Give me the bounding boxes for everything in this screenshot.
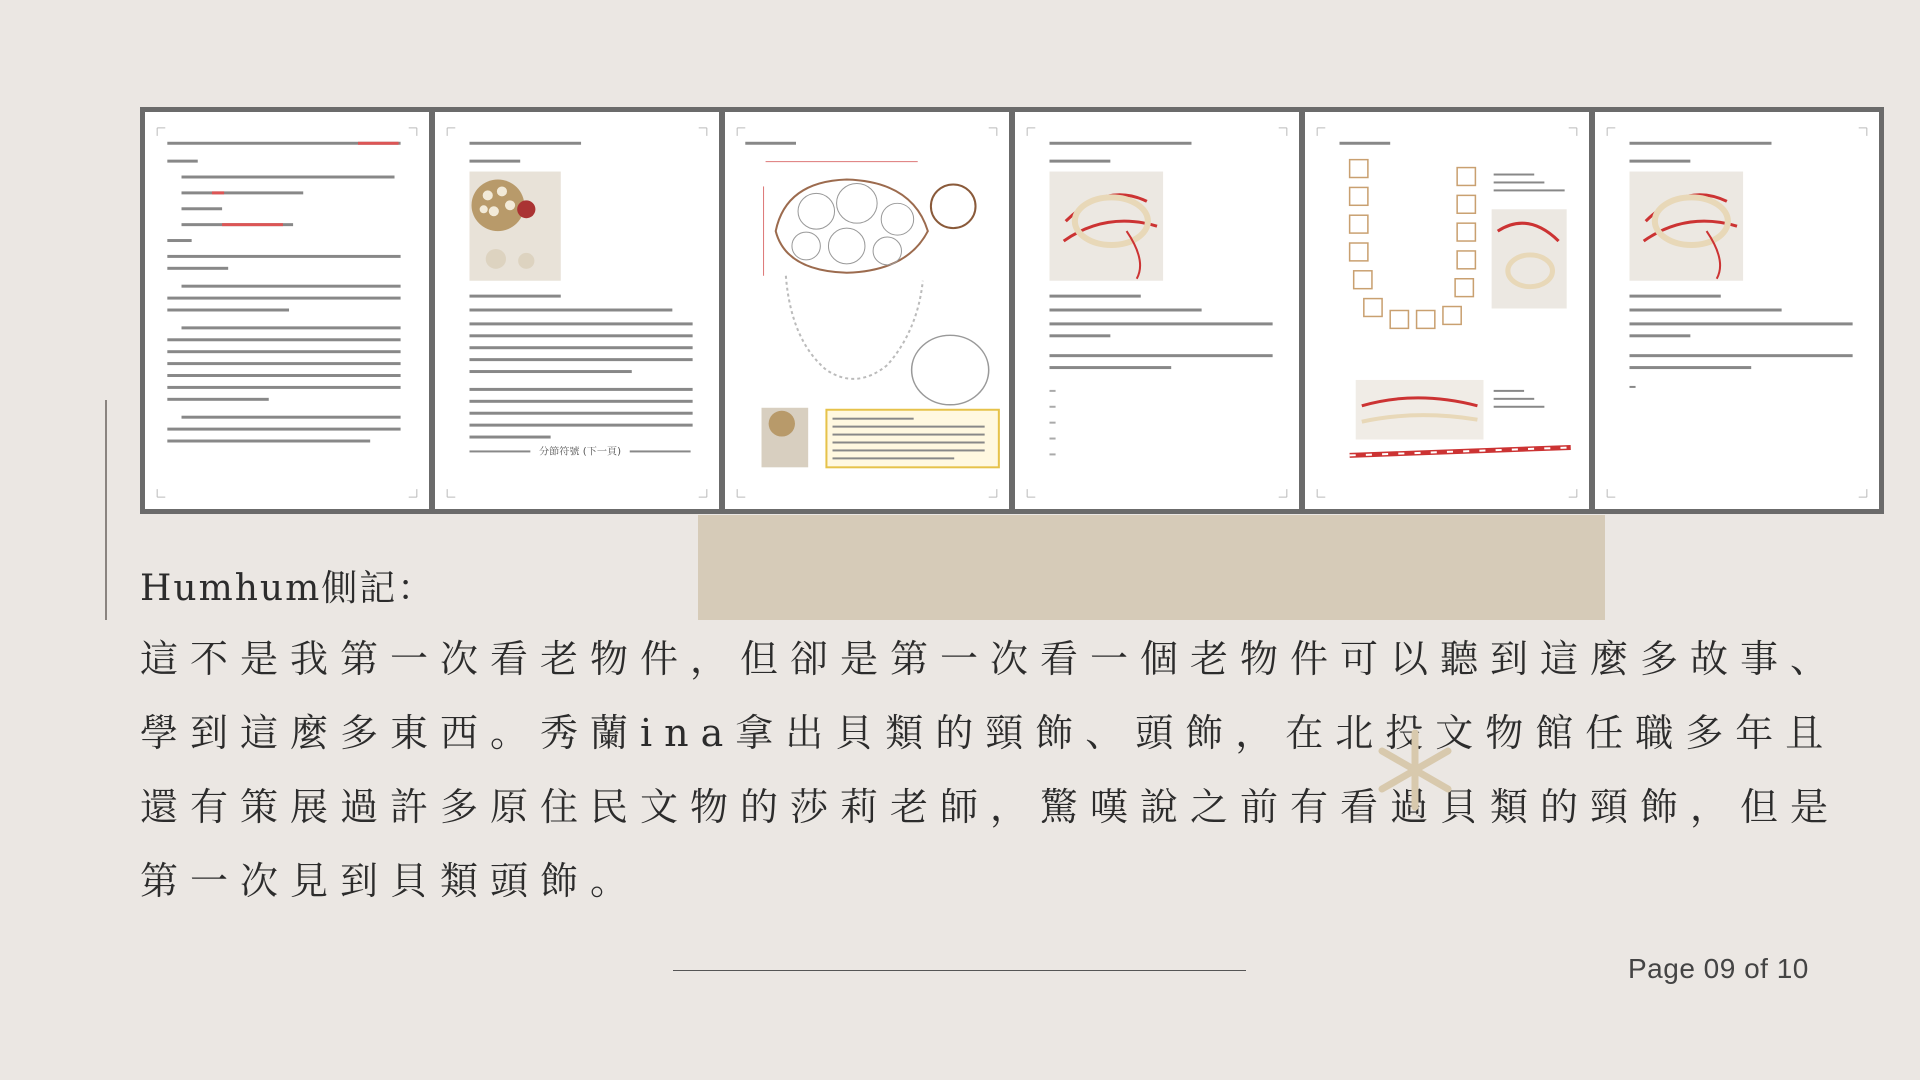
document-page-5 [1305, 112, 1589, 509]
document-page-3 [725, 112, 1009, 509]
page-5-preview [1305, 112, 1589, 509]
footer-divider [673, 970, 1246, 971]
vertical-divider [105, 400, 107, 620]
caption-heading: Humhum側記： [140, 568, 436, 609]
document-page-strip [140, 107, 1884, 514]
page-4-preview [1015, 112, 1299, 509]
page-number: Page 09 of 10 [1628, 953, 1809, 984]
page-1-preview [145, 112, 429, 509]
page-2-preview [435, 112, 719, 509]
document-page-1 [145, 112, 429, 509]
page-6-preview [1595, 112, 1879, 509]
section-break-note: 分節符號 (下一頁) [539, 446, 622, 458]
body-paragraph: 這不是我第一次看老物件，但卻是第一次看一個老物件可以聽到這麼多故事、學到這麼多東西。秀蘭ina拿出貝類的頸飾、頭飾，在北投文物館任職多年且還有策展過許多原住民文物的莎莉老師，驚嘆說之前有看過貝類的頸飾，但是第一次見到貝類頭飾。 [140, 637, 1841, 903]
document-page-4 [1015, 112, 1299, 509]
document-page-2 [435, 112, 719, 509]
asterisk-decoration-icon [1370, 725, 1460, 815]
accent-block [698, 515, 1605, 620]
page-3-preview [725, 112, 1009, 509]
document-page-6 [1595, 112, 1879, 509]
